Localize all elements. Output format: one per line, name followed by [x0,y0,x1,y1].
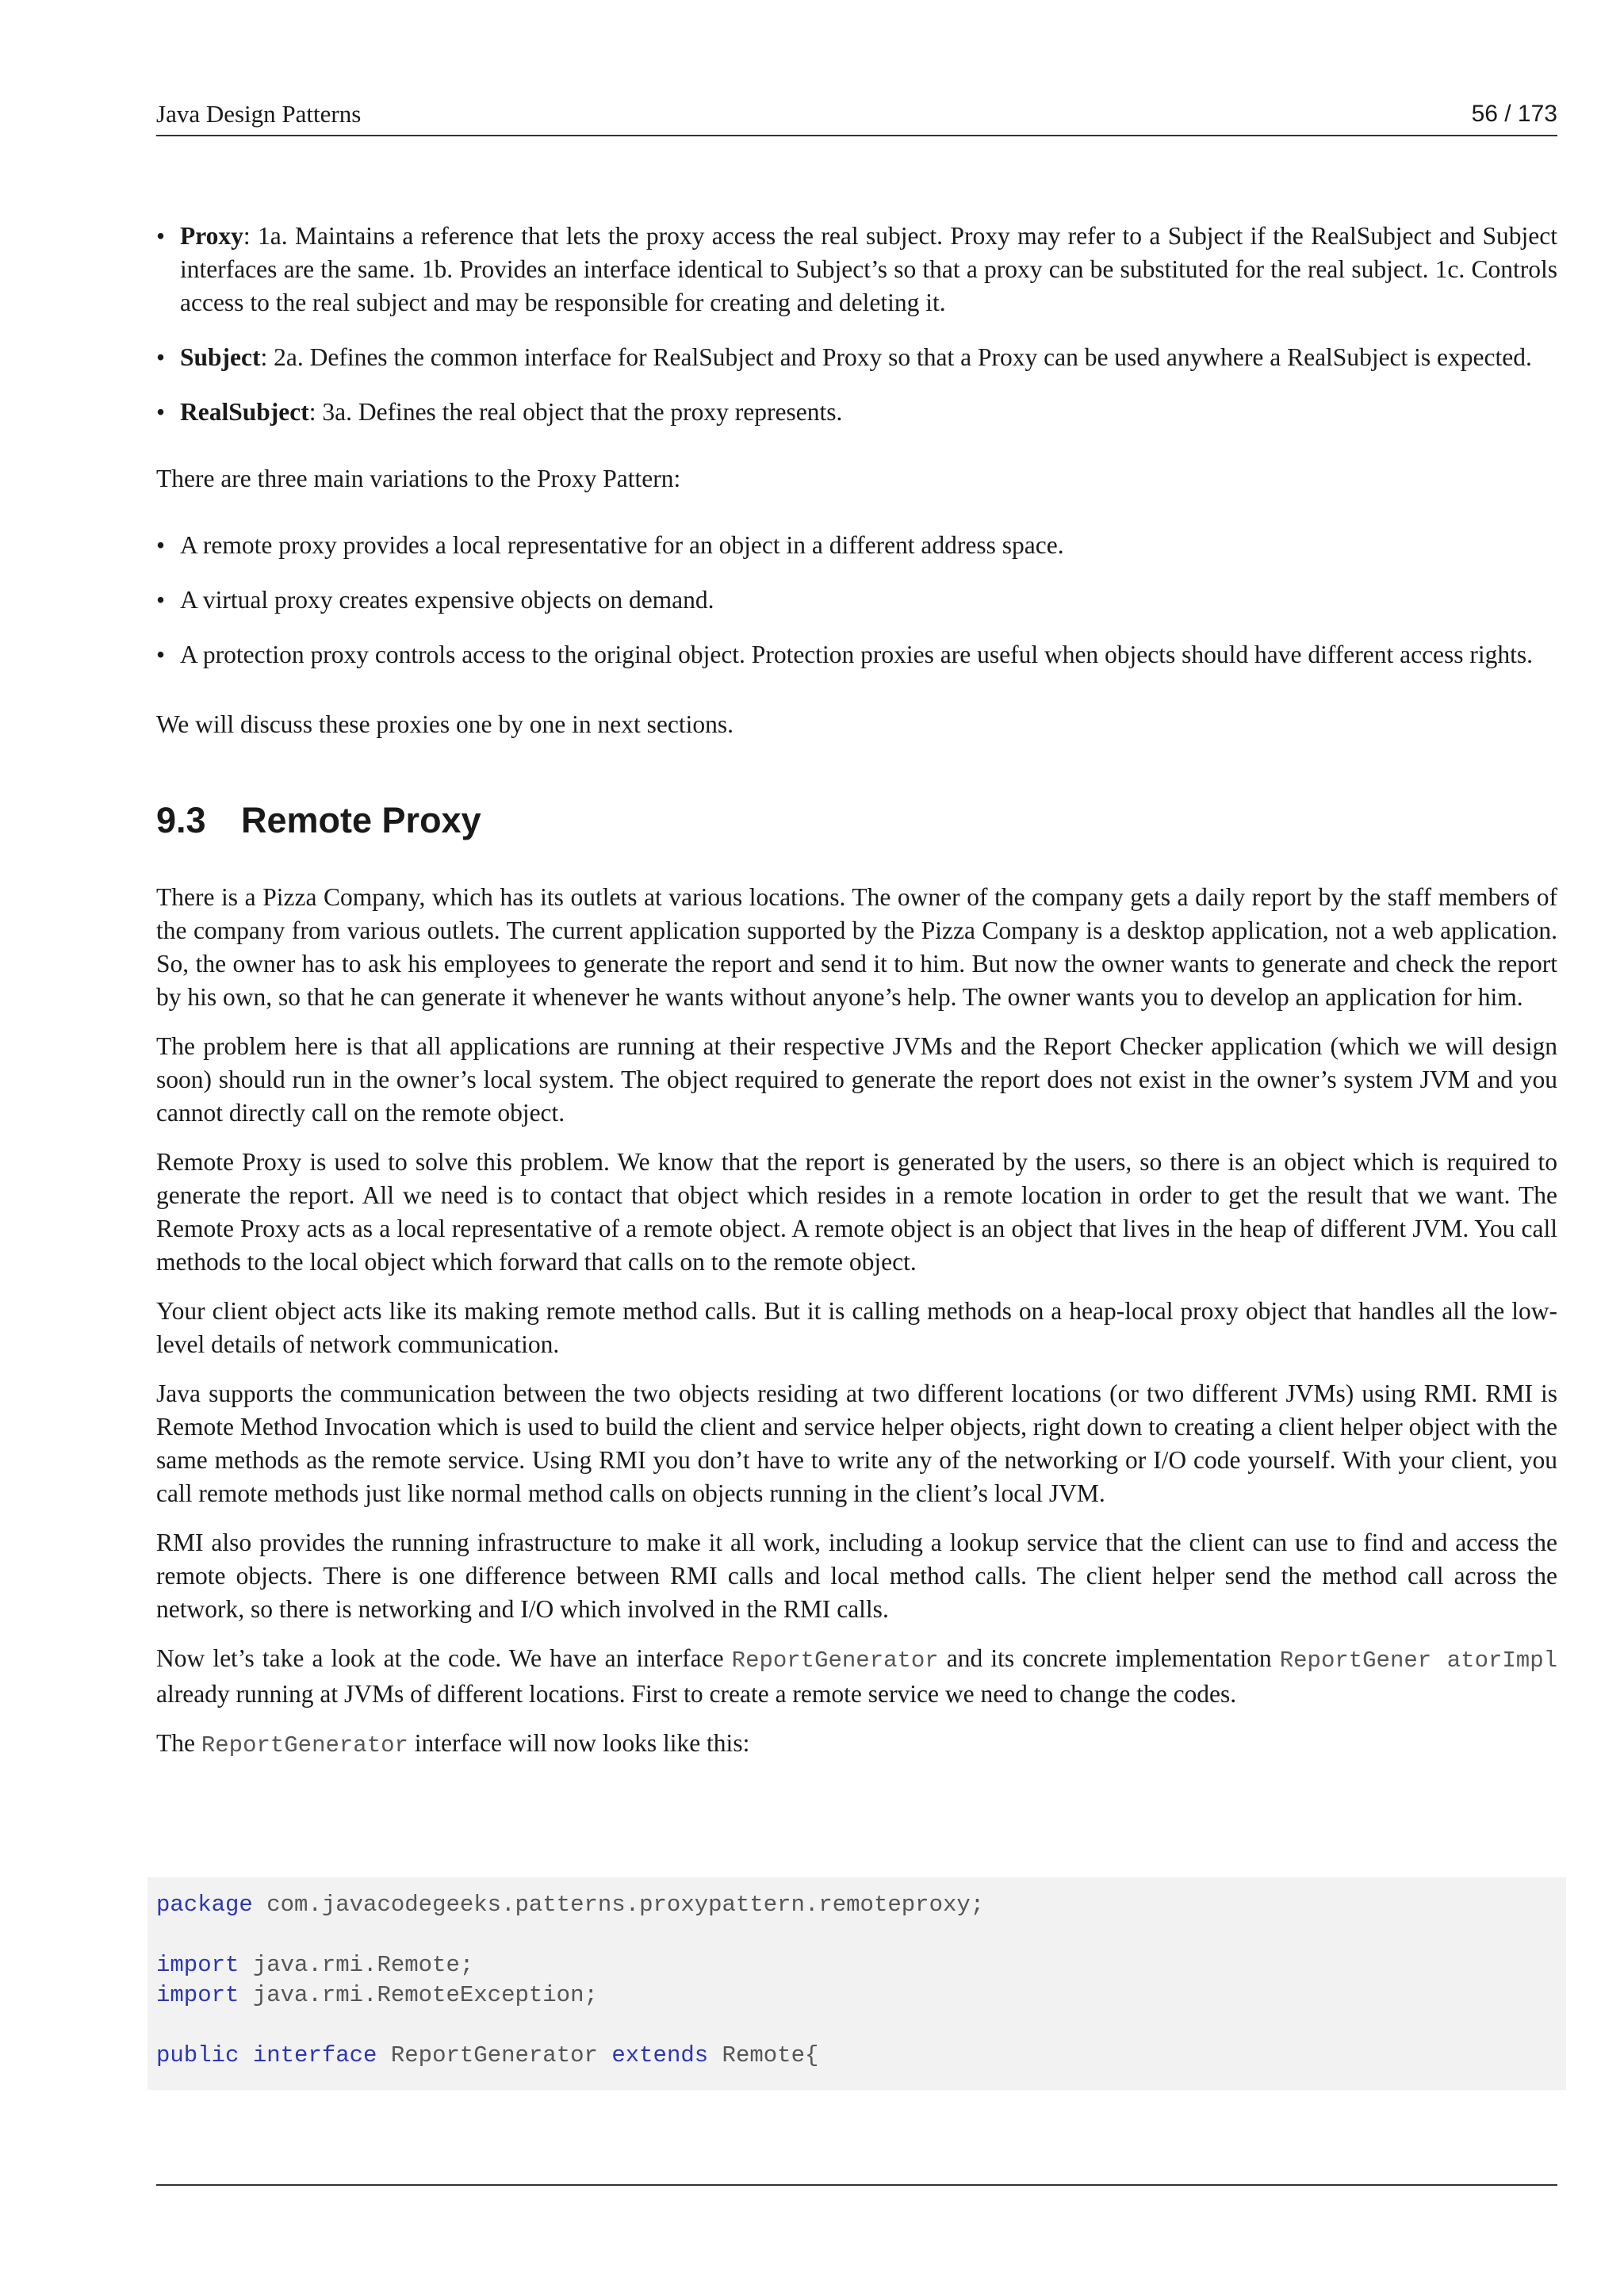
list-item [156,396,1557,429]
footer-rule [156,2184,1557,2186]
list-item [156,341,1557,374]
paragraph: The problem here is that all applications are running at their respective JVMs and the Report Checker application (which we will design soon) should run in the owner’s local system. The object required to generate the report does not exist in the owner’s system JVM and you cannot directly call on the remote object. [156,1032,1557,1127]
paragraph: Java supports the communication between the two objects residing at two different locations (or two different JVMs) using RMI. RMI is Remote Method Invocation which is used to build the client and service helper objects, right down to creating a client helper object with the same methods as the remote service. Using RMI you don’t have to write any of the networking or I/O code yourself. With your client, you call remote methods just like normal method calls on objects running in the client’s local JVM. [156,1380,1557,1507]
list-item: • A remote proxy provides a local representative for an object in a different address space. [156,529,1557,562]
paragraph: There is a Pizza Company, which has its outlets at various locations. The owner of the company gets a daily report by the staff members of the company from various outlets. The current application supported by the Pizza Company is a desktop application, not a web application. So, the owner has to ask his employees to generate the report and send it to him. But now the owner wants to generate and check the report by his own, so that he can generate it whenever he wants without anyone’s help. The owner wants you to develop an application for him. [156,883,1557,1011]
paragraph: Your client object acts like its making remote method calls. But it is calling methods on a heap-local proxy object that handles all the low-level details of network communication. [156,1297,1557,1358]
section-title: Remote Proxy [241,800,481,840]
paragraph: RMI also provides the running infrastructure to make it all work, including a lookup service that the client can use to find and access the remote objects. There is one difference between RMI calls and local method calls. The client helper send the method call across the network, so there is networking and I/O which involved in the RMI calls. [156,1529,1557,1623]
code-keyword: package [156,1892,253,1918]
section-number: 9.3 [156,800,206,840]
term: Proxy [180,222,243,250]
inline-code: ReportGenerator [731,1647,939,1674]
code-text: com.javacodegeeks.patterns.proxypattern.remoteproxy; [252,1892,985,1918]
code-keyword: import [156,1982,239,2008]
list-item: • A protection proxy controls access to the original object. Protection proxies are useful when objects should have different access rights. [156,638,1557,672]
variations-list [156,529,1557,672]
page-number: 56 / 173 [1471,101,1557,127]
paragraph [156,1642,1557,1711]
code-block [147,1877,1566,2090]
code-text: java.rmi.Remote; [239,1952,474,1978]
term-description: : 1a. Maintains a reference that lets the proxy access the real subject. Proxy may refer to a Subject if the RealSubject and Subject interfaces are the same. 1b. Provides an interface identical to Subject’s so that a proxy can be substituted for the real subject. 1c. Controls access to the real subject and may be responsible for creating and deleting it. [180,222,1557,316]
page-content [156,220,1557,1778]
code-keyword: extends [611,2042,709,2068]
inline-code: ReportGener atorImpl [1279,1647,1557,1674]
code-text: java.rmi.RemoteException; [239,1982,598,2008]
paragraph: We will discuss these proxies one by one in next sections. [156,710,733,738]
term: Subject [180,343,261,371]
participants-list [156,220,1557,429]
paragraph [156,1727,1557,1762]
text-run: Now let’s take a look at the code. We have an interface [156,1644,732,1672]
code-text: ReportGenerator [377,2042,612,2068]
term: RealSubject [180,398,309,426]
term-description: : 2a. Defines the common interface for RealSubject and Proxy so that a Proxy can be used anywhere a RealSubject is expected. [260,343,1532,371]
code-text: Remote{ [708,2042,819,2068]
text-run: already running at JVMs of different locations. First to create a remote service we need to change the codes. [156,1680,1237,1708]
inline-code: ReportGenerator [201,1732,408,1758]
list-item: • A virtual proxy creates expensive objects on demand. [156,584,1557,617]
list-item [156,220,1557,320]
paragraph: Remote Proxy is used to solve this problem. We know that the report is generated by the users, so there is an object which is required to generate the report. All we need is to contact that object which resides in a remote location in order to get the result that we want. The Remote Proxy acts as a local representative of a remote object. A remote object is an object that lives in the heap of different JVM. You call methods to the local object which forward that calls on to the remote object. [156,1148,1557,1276]
text-run: and its concrete implementation [938,1644,1280,1672]
text-run: interface will now looks like this: [408,1729,750,1757]
code-keyword: public [156,2042,239,2068]
page-header [156,98,1557,136]
paragraph: There are three main variations to the Proxy Pattern: [156,465,681,492]
book-title: Java Design Patterns [156,100,362,128]
section-heading [156,798,1557,843]
text-run: The [156,1729,201,1757]
code-keyword: import [156,1952,239,1978]
code-keyword: interface [252,2042,377,2068]
term-description: : 3a. Defines the real object that the proxy represents. [308,398,843,426]
